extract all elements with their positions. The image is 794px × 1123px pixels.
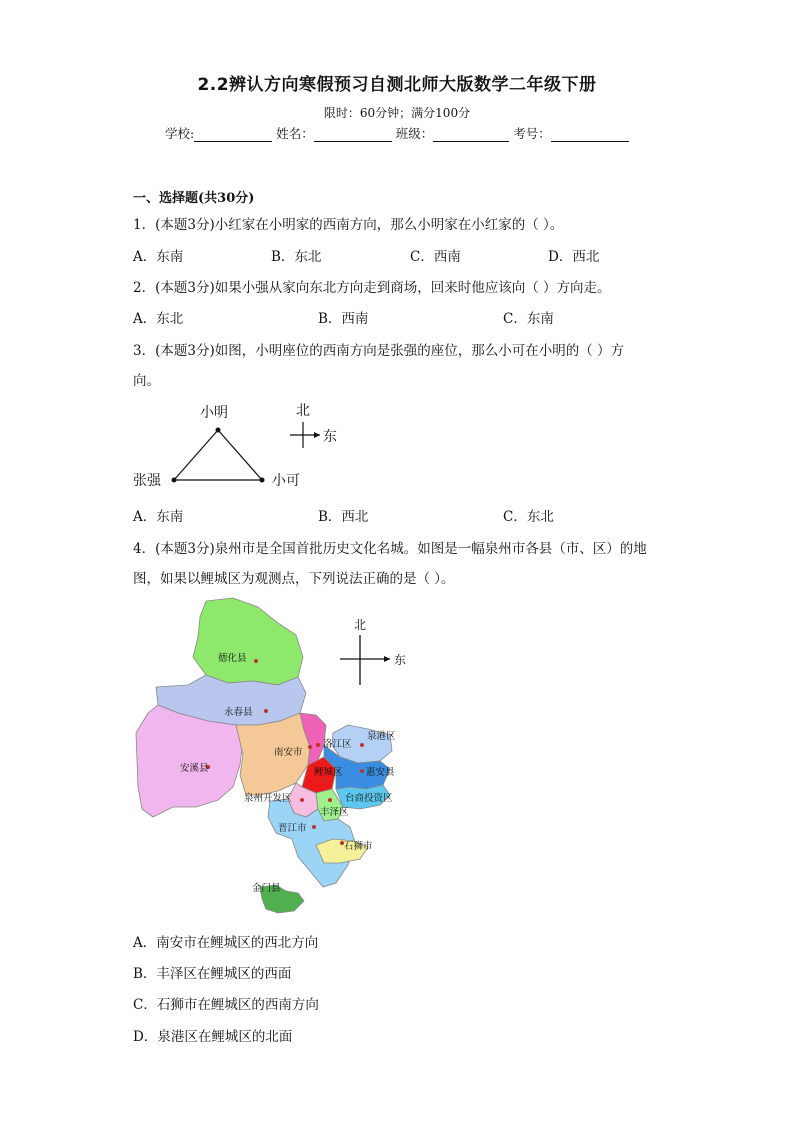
name-label: 姓名：	[276, 126, 314, 141]
name-field[interactable]	[314, 127, 392, 142]
number-label: 考号：	[513, 126, 551, 141]
label-huian: 惠安县	[366, 767, 395, 778]
compass-east-label: 东	[323, 429, 337, 445]
school-label: 学校:	[165, 126, 195, 141]
number-field[interactable]	[551, 127, 629, 142]
marker-huian	[360, 769, 364, 773]
point-xiaoke	[260, 478, 265, 483]
question-4-text-line1: 4．(本题3分)泉州市是全国首批历史文化名城。如图是一幅泉州市各县（市、区）的地	[133, 541, 647, 557]
section-heading: 一、选择题(共30分)	[133, 191, 255, 206]
compass-north-label: 北	[296, 403, 310, 419]
marker-taishang	[328, 798, 332, 802]
q1-option-c[interactable]: C．西南	[410, 249, 461, 265]
q2-option-a[interactable]: A．东北	[133, 311, 184, 327]
q4-option-a[interactable]: A．南安市在鲤城区的西北方向	[133, 935, 319, 951]
point-zhangqiang	[172, 478, 177, 483]
q4-option-b[interactable]: B．丰泽区在鲤城区的西面	[133, 966, 292, 982]
map-compass-east-arrow	[384, 656, 390, 662]
q2-option-b[interactable]: B．西南	[318, 311, 369, 327]
label-shishi: 石狮市	[344, 841, 373, 852]
question-3-text-line1: 3．(本题3分)如图，小明座位的西南方向是张强的座位，那么小可在小明的（ ）方	[133, 343, 625, 359]
label-fengze: 丰泽区	[320, 807, 349, 818]
school-field[interactable]	[194, 127, 272, 142]
marker-jinjiang	[312, 825, 316, 829]
marker-licheng	[322, 779, 326, 783]
class-field[interactable]	[433, 127, 509, 142]
q3-option-b[interactable]: B．西北	[318, 509, 369, 525]
page-title: 2.2辨认方向寒假预习自测北师大版数学二年级下册	[197, 75, 597, 95]
label-licheng: 鲤城区	[314, 767, 343, 778]
q1-option-a[interactable]: A．东南	[133, 249, 184, 265]
label-jinjiang: 晋江市	[278, 823, 307, 834]
label-anxi: 安溪县	[180, 763, 209, 774]
compass-east-arrow	[314, 432, 320, 438]
label-nanan: 南安市	[274, 747, 303, 758]
q4-option-d[interactable]: D．泉港区在鲤城区的北面	[133, 1029, 293, 1045]
question-4-text-line2: 图，如果以鲤城区为观测点，下列说法正确的是（ ）。	[133, 571, 455, 587]
label-yongchun: 永春县	[224, 707, 253, 718]
q1-option-b[interactable]: B．东北	[271, 249, 322, 265]
student-info-line	[165, 124, 629, 142]
marker-nanan	[308, 745, 312, 749]
label-xiaoke: 小可	[272, 473, 300, 489]
q4-option-c[interactable]: C．石狮市在鲤城区的西南方向	[133, 997, 319, 1013]
point-xiaoming	[216, 428, 221, 433]
marker-quangang	[360, 743, 364, 747]
label-zhangqiang: 张强	[133, 473, 161, 489]
marker-dehua	[254, 659, 258, 663]
q3-option-c[interactable]: C．东北	[503, 509, 554, 525]
q1-option-d[interactable]: D．西北	[548, 249, 600, 265]
label-luojiang: 洛江区	[323, 739, 352, 750]
map-compass-east-label: 东	[394, 653, 407, 667]
q3-triangle-figure	[120, 398, 360, 494]
q2-option-c[interactable]: C．东南	[503, 311, 554, 327]
marker-yongchun	[264, 709, 268, 713]
question-1-text: 1．(本题3分)小红家在小明家的西南方向，那么小明家在小红家的（ ）。	[133, 217, 564, 233]
label-quangang: 泉港区	[367, 731, 396, 742]
marker-luojiang	[316, 743, 320, 747]
label-kaifa: 泉州开发区	[244, 793, 292, 804]
time-score-info: 限时：60分钟；满分100分	[323, 106, 471, 120]
label-taishang: 台商投资区	[345, 793, 393, 804]
edge-xiaoming-xiaoke	[218, 430, 262, 480]
q3-option-a[interactable]: A．东南	[133, 509, 184, 525]
edge-xiaoming-zhangqiang	[174, 430, 218, 480]
class-label: 班级：	[395, 126, 434, 141]
region-dehua	[193, 598, 303, 685]
quanzhou-map	[128, 595, 418, 915]
label-xiaoming: 小明	[200, 405, 228, 421]
question-3-text-line2: 向。	[133, 373, 160, 389]
label-dehua: 德化县	[218, 653, 247, 664]
label-jinmen: 金门县	[252, 883, 281, 894]
question-2-text: 2．(本题3分)如果小强从家向东北方向走到商场，回来时他应该向（ ）方向走。	[133, 280, 611, 296]
marker-kaifa	[300, 798, 304, 802]
map-compass-north-label: 北	[354, 618, 367, 632]
